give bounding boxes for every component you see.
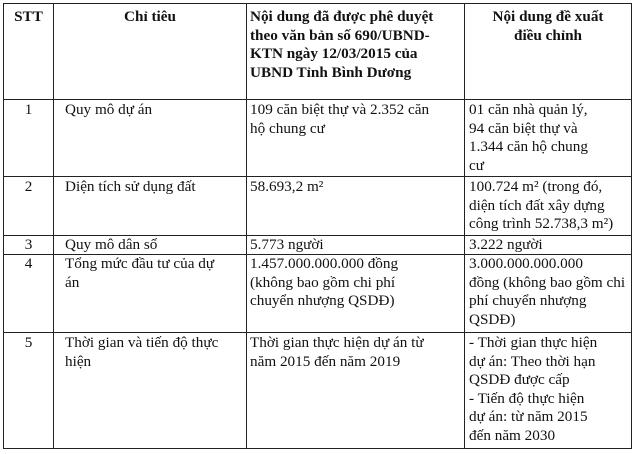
- header-proposed: Nội dung đề xuất điều chỉnh: [492, 8, 604, 44]
- row-1-stt: 1: [24, 101, 33, 118]
- row-4-proposed: 3.000.000.000.000 đồng (không bao gồm chi phí chuyển nhượng QSDĐ): [469, 255, 626, 328]
- row-1-proposed: 01 căn nhà quản lý, 94 căn biệt thự và 1.344 căn hộ chung cư: [469, 101, 588, 174]
- border-col-3: [464, 3, 465, 449]
- row-1-approved: 109 căn biệt thự và 2.352 căn hộ chung cư: [250, 101, 430, 137]
- border-left: [3, 3, 4, 449]
- border-col-1: [53, 3, 54, 449]
- border-top: [3, 3, 632, 4]
- row-3-proposed: 3.222 người: [469, 236, 543, 253]
- border-bottom: [3, 448, 632, 449]
- row-1-chi-tieu: Quy mô dự án: [65, 101, 153, 118]
- comparison-table: [3, 3, 632, 449]
- border-row-4: [3, 332, 632, 333]
- row-4-stt: 4: [24, 255, 33, 272]
- header-stt: STT: [14, 8, 43, 25]
- border-row-1: [3, 176, 632, 177]
- header-approved: Nội dung đã được phê duyệt theo văn bản số 690/UBND- KTN ngày 12/03/2015 của UBND Tỉnh Bình Dương: [250, 8, 434, 81]
- row-5-approved: Thời gian thực hiện dự án từ năm 2015 đến năm 2019: [250, 334, 424, 370]
- row-2-proposed: 100.724 m² (trong đó, diện tích đất xây dựng công trình 52.738,3 m²): [469, 178, 614, 233]
- row-3-stt: 3: [24, 236, 33, 253]
- row-2-approved: 58.693,2 m²: [250, 178, 324, 195]
- row-5-chi-tieu: Thời gian và tiến độ thực hiện: [65, 334, 219, 370]
- row-3-approved: 5.773 người: [250, 236, 324, 253]
- row-3-chi-tieu: Quy mô dân số: [65, 236, 158, 253]
- row-2-stt: 2: [24, 178, 33, 195]
- row-2-chi-tieu: Diện tích sử dụng đất: [65, 178, 196, 195]
- row-4-chi-tieu: Tổng mức đầu tư của dự án: [65, 255, 215, 291]
- border-col-2: [246, 3, 247, 449]
- border-right: [631, 3, 632, 449]
- row-5-stt: 5: [24, 334, 33, 351]
- border-header-bottom: [3, 99, 632, 100]
- row-4-approved: 1.457.000.000.000 đồng (không bao gồm chi phí chuyển nhượng QSDĐ): [250, 255, 399, 310]
- header-chi-tieu: Chỉ tiêu: [124, 8, 176, 25]
- row-5-proposed: - Thời gian thực hiện dự án: Theo thời hạn QSDĐ được cấp - Tiến độ thực hiện dự án: từ năm 2015 đến năm 2030: [469, 334, 598, 444]
